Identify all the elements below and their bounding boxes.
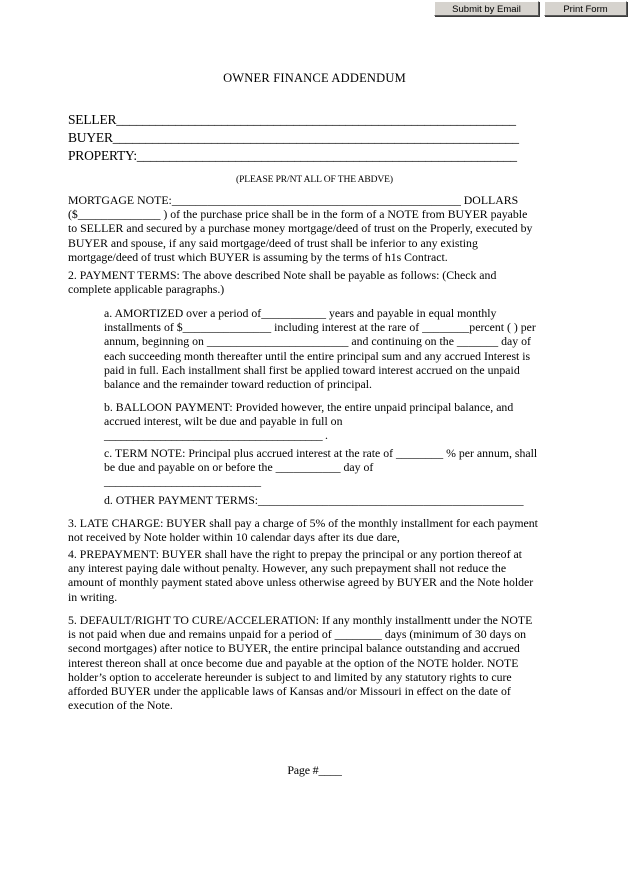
page-title: OWNER FINANCE ADDENDUM (223, 71, 406, 85)
paragraph-b-blank-line[interactable]: _______________________________________ . (104, 428, 328, 442)
buyer-field-line (68, 130, 536, 146)
paragraph-d-other-payment-terms[interactable]: d. OTHER PAYMENT TERMS:_____________________________________________ (104, 493, 524, 507)
please-print-note: (PLEASE PR/NT ALL OF THE ABDVE) (236, 175, 393, 185)
paragraph-c-blank-line[interactable]: ____________________________ (104, 474, 261, 488)
page-number-footer[interactable]: Page #____ (287, 763, 342, 777)
seller-field-line (68, 112, 536, 128)
section-4-prepayment: 4. PREPAYMENT: BUYER shall have the right to prepay the principal or any portion thereof at any interest paying dale without penalty. However, any such prepayment shall not reduce the amount of monthly payment stated above unless otherwise agreed by BUYER and the Note holder in writing. (68, 547, 534, 604)
submit-by-email-button[interactable]: Submit by Email (434, 1, 539, 16)
property-label-blank[interactable]: PROPERTY:__________________________________________________________ (68, 148, 517, 163)
section-3-late-charge: 3. LATE CHARGE: BUYER shall pay a charge of 5% of the monthly installment for each payment not received by Note holder within 10 calendar days after its due dare, (68, 516, 538, 545)
seller-label-blank[interactable]: SELLER_____________________________________________________________ (68, 112, 516, 127)
section-5-default-right-to-cure: 5. DEFAULT/RIGHT TO CURE/ACCELERATION: If any monthly installmentt under the NOTE is not paid when due and remains unpaid for a period of ________ days (minimum of 30 days on second mortgages) after notice to BUYER, the entire principal balance outstanding and accrued interest thereon shall at once become due and payable at the option of the NOTE holder. NOTE holder’s option to accelerate hereunder is subject to and limited by any statutory rights to cure afforded BUYER under the applicable laws of Kansas and/or Missouri in effect on the date of execution of the Note. (68, 613, 533, 713)
print-form-button[interactable]: Print Form (544, 1, 627, 16)
payment-terms-intro-paragraph: 2. PAYMENT TERMS: The above described Note shall be payable as follows: (Check and complete applicable paragraphs.) (68, 268, 497, 297)
mortgage-note-paragraph: MORTGAGE NOTE:_________________________________________________ DOLLARS ($______________ ) of the purchase price shall be in the form of a NOTE from BUYER payable to SELLER and secured by a purchase money mortgage/deed of trust on the Properly, executed by BUYER and spouse, if any said mortgage/deed of trust shall be inferior to any existing mortgage/deed of trust which BUYER is assuming by the terms of h1s Contract. (68, 193, 533, 264)
paragraph-a-amortized: a. AMORTIZED over a period of___________ years and payable in equal monthly installments of $_______________ including interest at the rare of ________percent ( ) per annum, beginning on ________________________ and continuing on the _______ day of each succeeding month thereafter until the entire principal sum and any accrued Interest is paid in full. Each installment shall first be applied toward interest accrued on the unpaid balance and the remainder toward reduction of principal. (104, 306, 536, 392)
paragraph-c-term-note: c. TERM NOTE: Principal plus accrued interest at the rate of ________ % per annum, shall be due and payable on or before the ___________ day of (104, 446, 538, 475)
paragraph-b-balloon-payment: b. BALLOON PAYMENT: Provided however, the entire unpaid principal balance, and accrued interest, wilt be due and payable in full on (104, 400, 514, 429)
buyer-label-blank[interactable]: BUYER______________________________________________________________ (68, 130, 519, 145)
property-field-line (68, 148, 536, 164)
